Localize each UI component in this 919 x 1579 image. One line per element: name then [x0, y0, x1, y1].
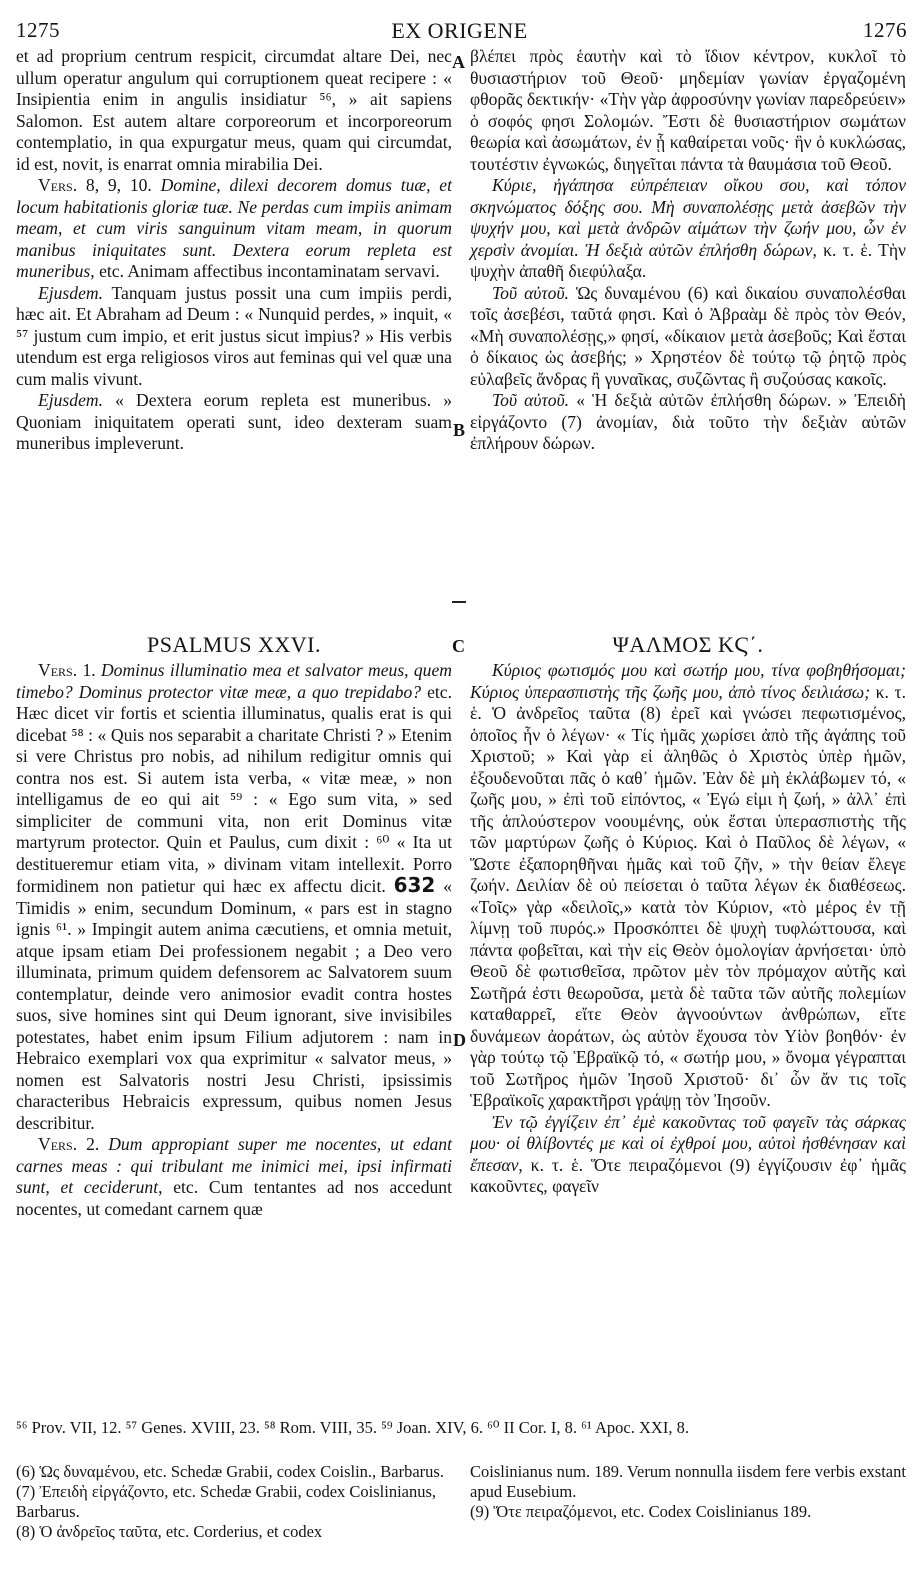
verse-number: 8, 9, 10. [77, 175, 161, 195]
scripture-quote: Κύριος φωτισμός μου καὶ σωτήρ μου, τίνα φοβηθήσομαι; Κύριος ὑπερασπιστὴς τῆς ζωῆς μου, ἀπὸ τίνος δειλιάσω; [470, 660, 906, 702]
greek-text: , κ. τ. ἑ. Ὅτε πειραζόμενοι (9) ἐγγίζουσιν ἐφ᾽ ἡμᾶς κακοῦντες, φαγεῖν [470, 1154, 906, 1196]
footnotes-left [16, 1462, 452, 1542]
greek-text: « Ἡ δεξιὰ αὐτῶν ἐπλήσθη δώρων. » Ἐπειδὴ εἰργάζοντο (7) ἀνομίαν, διὰ τοῦτο τὴν δεξιὰν αὐτῶν ἐπλήρουν δώρων. [470, 390, 906, 453]
greek-text: Ὡς δυναμένου (6) καὶ δικαίου συναπολέσθαι τοῖς ἀσεβέσι, ταῦτά φησι. Καὶ ὁ Ἀβραὰμ δὲ πρὸς τὸν Θεόν, «Μὴ συναπολέσῃς,» φησί, «δίκαιον μετὰ ἀσεβοῦς; Καὶ ἔσται ὁ δίκαιος ὡς ἀσεβής; » Χρηστέον δὲ τούτῳ τῷ ῥητῷ πρὸς εὐλαβεῖς ἄνδρας ἢ γυναῖκας, συζῶντας ἢ συζούσας κακοῖς. [470, 282, 906, 389]
author-label: Ejusdem. [38, 282, 103, 303]
greek-text: , κ. τ. ἑ. Τὴν ψυχὴν ἀπαθῆ διεφύλαξα. [470, 239, 906, 281]
footnote: (7) Ἐπειδὴ εἰργάζοντο, etc. Schedæ Grabii, codex Coislinianus, Barbarus. [16, 1482, 437, 1521]
greek-paragraph [470, 390, 906, 455]
page-number-left: 1275 [16, 18, 60, 42]
column-number: 632 [393, 873, 436, 897]
footnote: (8) Ὁ ἀνδρεῖος ταῦτα, etc. Corderius, et codex [16, 1522, 323, 1541]
latin-paragraph [16, 283, 452, 391]
latin-paragraph [16, 175, 452, 283]
scripture-quote: Domine, dilexi decorem domus tuæ, et locum habitationis gloriæ tuæ. Ne perdas cum impiis animam meam, et cum viris sanguinum vitam meam, in quorum manibus iniquitates sunt. Dextera eorum repleta est muneribus [16, 175, 452, 281]
latin-column-bottom [16, 660, 452, 1220]
latin-text: etc. Hæc dicet vir fortis et scientia illuminatus, qualis erat is qui dicebat ⁵⁸ : « Quis nos separabit a charitate Christi ? » Etenim si vere Christus pro nobis, ad nihilum redigitur omnis qui contra nos est. Si autem ista verba, « vitæ meæ, » non intelligamus de eo qui ait ⁵⁹ : « Ego sum vita, » sed simpliciter de communi vita, non erit Dominus vitæ martyrum protector. Quin et Paulus, cum dixit : ⁶⁰ « Ita ut destitueremur etiam vita, » divinam vitam intellexit. Porro formidinem non patietur qui hæc ex affectu dicit. [16, 681, 452, 896]
scripture-quote: Κύριε, ἠγάπησα εὐπρέπειαν οἴκου σου, καὶ τόπον σκηνώματος δόξης σου. Μὴ συναπολέσῃς μετὰ ἀσεβῶν τὴν ψυχήν μου, καὶ μετὰ ἀνδρῶν αἱμάτων τὴν ζωήν μου, ὧν ἐν χερσὶν ἀνομίαι. Ἡ δεξιὰ αὐτῶν ἐπλήσθη δώρων [470, 175, 906, 260]
verse-label: Vers. [38, 175, 78, 195]
latin-text: , etc. Animam affectibus incontaminatam servavi. [90, 261, 440, 281]
greek-paragraph [470, 175, 906, 283]
greek-paragraph [470, 1112, 906, 1198]
verse-label: Vers. [38, 660, 78, 680]
scripture-references: ⁵⁶ Prov. VII, 12. ⁵⁷ Genes. XVIII, 23. ⁵⁸ Rom. VIII, 35. ⁵⁹ Joan. XIV, 6. ⁶⁰ II Cor. I, 8. ⁶¹ Apoc. XXI, 8. [16, 1418, 689, 1437]
margin-letter-b: B [453, 420, 466, 440]
footnote: (9) Ὅτε πειραζόμενοι, etc. Codex Coislinianus 189. [470, 1502, 812, 1521]
author-label: Τοῦ αὐτοῦ. [492, 390, 570, 410]
greek-paragraph [470, 283, 906, 391]
running-title: EX ORIGENE [391, 18, 528, 43]
margin-letter-a: A [452, 52, 465, 72]
margin-letter-d: D [453, 1030, 466, 1050]
latin-column-top [16, 46, 452, 455]
section-divider [452, 601, 466, 603]
latin-paragraph [16, 1134, 452, 1220]
greek-text: βλέπει πρὸς ἑαυτὴν καὶ τὸ ἴδιον κέντρον, κυκλοῖ τὸ θυσιαστήριον τοῦ Θεοῦ· μηδεμίαν γωνίαν ἐργαζομένη φθορᾶς δεκτικήν· «Τὴν γὰρ ἀφροσύνην γωνίαν παρεδρεύειν» ὁ σοφός φησι Σολομών. Ἔστι δὲ θυσιαστήριον σωμάτων θεωρία καὶ ἀσωμάτων, ἐν ᾗ καθαίρεται νοῦς· ἣν ὁ κυκλώσας, τουτέστιν ἐγνωκώς, διηγεῖται πάντα τὰ θαυμάσια τοῦ Θεοῦ. [470, 46, 906, 174]
verse-label: Vers. [38, 1134, 78, 1154]
footnotes-right [470, 1462, 906, 1522]
latin-text: Tanquam justus possit una cum impiis perdi, hæc ait. Et Abraham ad Deum : « Nunquid perdes, » inquit, « ⁵⁷ justum cum impio, et erit justus sicut impius? » His verbis utendum est erga religiosos viros aut feminas qui vel quæ una cum malis vivunt. [16, 282, 452, 389]
scripture-quote: Dum appropiant super me nocentes, ut edant carnes meas : qui tribulant me inimici mei, ipsi infirmati sunt, et ceciderunt [16, 1134, 452, 1197]
latin-text: « Dextera eorum repleta est muneribus. » Quoniam iniquitatem operati sunt, ideo dexteram suam muneribus impleverunt. [16, 390, 452, 453]
latin-paragraph [16, 46, 452, 175]
latin-text: et ad proprium centrum respicit, circumdat altare Dei, nec ullum operatur angulum qui corruptionem queat recipere : « Insipientia enim in angulis insidiatur ⁵⁶, » ait sapiens Salomon. Est autem altare corporeorum et incorporeorum contemplatio, in qua expurgatur meus, quam qui circumdat, id est, novit, is enarrat omnia mirabilia Dei. [16, 46, 452, 174]
psalm-title-greek: ΨΑΛΜΟΣ ΚϚ΄. [612, 632, 764, 657]
greek-column-bottom [470, 660, 906, 1198]
greek-paragraph [470, 660, 906, 1112]
latin-paragraph [16, 660, 452, 1134]
page-number-right: 1276 [863, 18, 907, 42]
scripture-quote: Dominus illuminatio mea et salvator meus, quem timebo? Dominus protector vitæ meæ, a quo trepidabo? [16, 660, 452, 702]
latin-text: , etc. Cum tentantes ad nos accedunt nocentes, ut comedant carnem quæ [16, 1177, 452, 1219]
greek-column-top [470, 46, 906, 455]
author-label: Ejusdem. [38, 390, 103, 410]
scripture-quote: Ἐν τῷ ἐγγίζειν ἐπ᾽ ἐμὲ κακοῦντας τοῦ φαγεῖν τὰς σάρκας μου· οἱ θλίβοντές με καὶ οἱ ἐχθροί μου, αὐτοὶ ἠσθένησαν καὶ ἔπεσαν [470, 1111, 906, 1175]
author-label: Τοῦ αὐτοῦ. [492, 282, 569, 303]
margin-letter-c: C [452, 636, 465, 656]
verse-number: 1. [77, 660, 101, 680]
latin-paragraph [16, 390, 452, 455]
footnote: Coislinianus num. 189. Verum nonnulla iisdem fere verbis exstant apud Eusebium. [470, 1462, 906, 1501]
psalm-title-latin: PSALMUS XXVI. [147, 632, 321, 657]
footnote: (6) Ὡς δυναμένου, etc. Schedæ Grabii, codex Coislin., Barbarus. [16, 1462, 444, 1481]
latin-text: « Timidis » enim, secundum Dominum, « pars est in stagno ignis ⁶¹. » Impingit autem anima cæcutiens, et omnia metuit, atque ipsam etiam Dei professionem negabit ; a Deo vero illuminata, primum quidem defensorem ac Salvatorem suum contemplatur, deinde vero animosior evadit contra hostes suos, sive homines sint qui Deum ignorant, sive invisibiles potestates, habet enim ipsum Filium adjutorem : nam in Hebraico exemplari vox qua exprimitur « salvator meus, » nomen est Salvatoris nostri Jesu Christi, ipsissimis characteribus Hebraicis expressum, quibus nomen Jesus describitur. [16, 876, 452, 1133]
greek-paragraph [470, 46, 906, 175]
verse-number: 2. [77, 1134, 109, 1154]
greek-text: κ. τ. ἑ. Ὁ ἀνδρεῖος ταῦτα (8) ἐρεῖ καὶ γνώσει πεφωτισμένος, ὁποῖος ἦν ὁ λέγων· « Τίς ἡμᾶς χωρίσει ἀπὸ τῆς ἀγάπης τοῦ Χριστοῦ; » Καὶ γὰρ εἰ ἀληθῶς ὁ Χριστὸς ὑπὲρ ἡμῶν, ἐξουδενοῦται πᾶς ὁ καθ᾽ ἡμῶν. Ἐὰν δὲ μὴ ἐκλάβωμεν τό, « ζωῆς μου, » ἐπὶ τοῦ εἰπόντος, « Ἐγώ εἰμι ἡ ζωή, » ἀλλ᾽ ἐπὶ τῆς ἁπλούστερον νοουμένης, οὐκ ἔσται ὑπερασπιστὴς τῆς τῶν μαρτύρων ζωῆς ὁ Κύριος. Καὶ ὁ Παῦλος δὲ λέγων, « Ὥστε ἐξαπορηθῆναι ἡμᾶς καὶ τοῦ ζῆν, » τὴν θείαν ἔλεγε ζωήν. Δειλίαν δὲ οὐ πείσεται ὁ ταῦτα λέγων ἐκ διαθέσεως. «Τοῖς» γὰρ «δειλοῖς,» κατὰ τὸν Κύριον, «τὸ μέρος ἐν τῇ λίμνῃ τοῦ πυρός.» Προσκόπτει δὲ ψυχὴ τυφλώττουσα, καὶ πάντα φοβεῖται, καὶ τὴν εἰς Θεὸν ὁμολογίαν ἀρνήσεται· ὑπὸ Θεοῦ δὲ φωτισθεῖσα, πρῶτον μὲν τὸν πρόμαχον αὐτῆς καὶ Σωτῆρά ἐστι θεωροῦσα, μετὰ δὲ ταῦτα τῶν αὐτῆς πολεμίων καταθαρρεῖ, εἴτε Θεὸν ἀγνοούντων ἀνθρώπων, εἴτε δυνάμεων ἀοράτων, ὡς αὐτὸν ἔχουσα τὸν Υἱὸν βοηθόν· ἐν γὰρ τούτῳ τῷ Ἑβραϊκῷ τό, « σωτήρ μου, » ὄνομα γέγραπται τοῦ Σωτῆρος ἡμῶν Ἰησοῦ Χριστοῦ· δι᾽ ὧν ἄν τις τοῖς Ἑβραϊκοῖς χαρακτῆρσι γράψῃ τὸν Ἰησοῦν. [470, 681, 906, 1110]
